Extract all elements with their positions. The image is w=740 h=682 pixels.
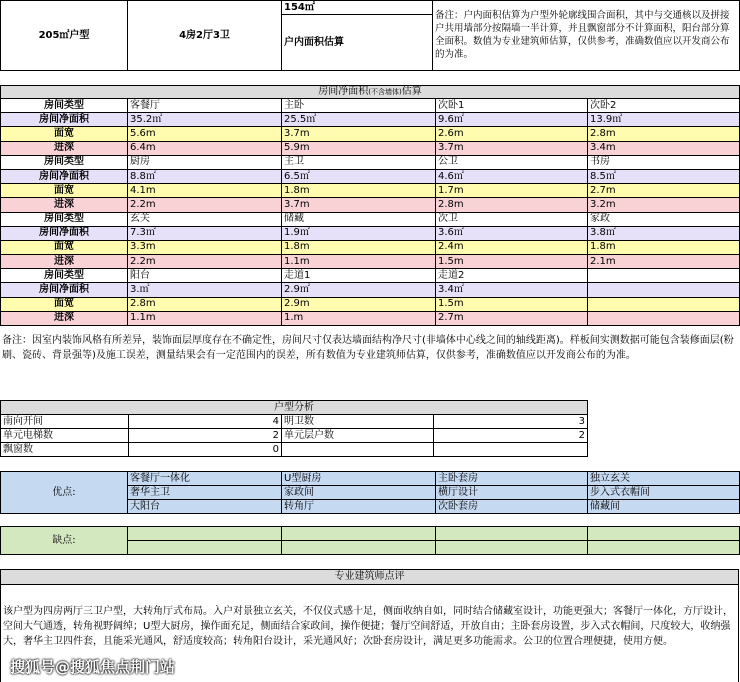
room-cell: 2.8m <box>436 198 588 212</box>
room-cell: 1.5m <box>436 297 588 311</box>
room-cell: 8.8㎡ <box>128 169 282 183</box>
room-cell: 1.1m <box>282 255 436 269</box>
pros-item: 储藏间 <box>588 500 740 514</box>
room-cell: 3.4㎡ <box>436 283 588 297</box>
room-cell: 主卫 <box>282 155 436 169</box>
analysis-label: 南向开间 <box>1 415 129 429</box>
room-cell: 5.9m <box>282 141 436 155</box>
room-cell: 家政 <box>588 212 740 226</box>
room-cell: 1.5m <box>436 255 588 269</box>
room-cell: 13.9㎡ <box>588 113 740 127</box>
room-row-label: 房间类型 <box>1 269 128 283</box>
room-cell: 2.1m <box>588 255 740 269</box>
room-cell: 4.6㎡ <box>436 169 588 183</box>
room-cell: 3.7m <box>282 198 436 212</box>
room-cell: 7.3㎡ <box>128 226 282 240</box>
room-cell: 1.7m <box>436 184 588 198</box>
room-row-label: 房间净面积 <box>1 226 128 240</box>
room-cell: 2.2m <box>128 255 282 269</box>
room-cell: 1.m <box>282 311 436 325</box>
pros-item: 独立玄关 <box>588 472 740 486</box>
room-cell <box>588 311 740 325</box>
pros-item: 家政间 <box>282 486 436 500</box>
room-row-label: 房间净面积 <box>1 283 128 297</box>
analysis-value: 3 <box>434 415 588 429</box>
pros-table <box>0 471 740 514</box>
rooms-note: 备注：因室内装饰风格有所差异，装饰面层厚度存在不确定性，房间尺寸仅表达墙面结构净尺寸(非墙体中心线之间的轴线距离)。样板间实测数据可能包含装修面层(粉刷、瓷砖、背景强等)及施工误差，测量结果会有一定范围内的误差，所有数值为专业建筑师估算，仅供参考，准确数值应以开发商公布的为准。 <box>2 335 734 361</box>
room-cell: 玄关 <box>128 212 282 226</box>
room-cell: 2.6m <box>436 127 588 141</box>
room-cell <box>588 283 740 297</box>
room-cell: 书房 <box>588 155 740 169</box>
room-cell: 1.9㎡ <box>282 226 436 240</box>
area-cell: 205㎡户型 <box>1 1 128 71</box>
room-cell: 3.7m <box>436 141 588 155</box>
room-cell: 次卧1 <box>436 99 588 113</box>
room-cell: 25.5㎡ <box>282 113 436 127</box>
room-row-label: 进深 <box>1 141 128 155</box>
room-row-label: 面宽 <box>1 184 128 198</box>
room-cell: 阳台 <box>128 269 282 283</box>
pros-item: 横厅设计 <box>436 486 588 500</box>
room-cell: 1.1m <box>128 311 282 325</box>
room-row-label: 房间净面积 <box>1 113 128 127</box>
inner-area-value: 154㎡ <box>282 1 433 15</box>
analysis-value: 0 <box>129 443 282 457</box>
room-cell: 主卧 <box>282 99 436 113</box>
room-cell: 3.6㎡ <box>436 226 588 240</box>
room-row-label: 房间类型 <box>1 212 128 226</box>
analysis-table <box>0 400 588 415</box>
pros-item: 客餐厅一体化 <box>128 472 282 486</box>
analysis-title: 户型分析 <box>1 401 588 415</box>
room-cell: 储藏 <box>282 212 436 226</box>
room-cell: 35.2㎡ <box>128 113 282 127</box>
room-cell: 次卧2 <box>588 99 740 113</box>
review-title: 专业建筑师点评 <box>1 570 739 585</box>
analysis-value: 2 <box>129 429 282 443</box>
room-cell: 6.5㎡ <box>282 169 436 183</box>
room-row-label: 进深 <box>1 311 128 325</box>
room-cell: 2.9㎡ <box>282 283 436 297</box>
analysis-body <box>0 414 588 457</box>
room-cell: 1.8m <box>588 240 740 254</box>
room-cell: 4.1m <box>128 184 282 198</box>
room-cell: 3.4m <box>588 141 740 155</box>
pros-item: 转角厅 <box>282 500 436 514</box>
pros-item: 大阳台 <box>128 500 282 514</box>
room-cell: 2.9m <box>282 297 436 311</box>
room-cell: 2.2m <box>128 198 282 212</box>
room-row-label: 面宽 <box>1 297 128 311</box>
rooms-title: 房间净面积(不含墙体)估算 <box>1 86 740 99</box>
room-cell: 次卫 <box>436 212 588 226</box>
header-table <box>0 0 740 71</box>
room-cell: 走道2 <box>436 269 588 283</box>
room-cell: 9.6㎡ <box>436 113 588 127</box>
room-cell: 5.6m <box>128 127 282 141</box>
room-row-label: 面宽 <box>1 240 128 254</box>
analysis-label: 单元电梯数 <box>1 429 129 443</box>
cons-table <box>0 526 740 555</box>
pros-item: U型厨房 <box>282 472 436 486</box>
pros-item: 奢华主卫 <box>128 486 282 500</box>
room-row-label: 面宽 <box>1 127 128 141</box>
room-row-label: 房间净面积 <box>1 169 128 183</box>
pros-item: 主卧套房 <box>436 472 588 486</box>
inner-area-label: 户内面积估算 <box>282 15 433 71</box>
pros-item: 步入式衣帽间 <box>588 486 740 500</box>
room-row-label: 房间类型 <box>1 99 128 113</box>
room-cell: 2.7m <box>588 184 740 198</box>
room-row-label: 房间类型 <box>1 155 128 169</box>
room-cell: 3.7m <box>282 127 436 141</box>
analysis-label <box>282 443 434 457</box>
room-cell <box>588 269 740 283</box>
room-cell: 2.8m <box>588 127 740 141</box>
room-cell: 2.4m <box>436 240 588 254</box>
room-cell: 公卫 <box>436 155 588 169</box>
review-text: 该户型为四房两厅三卫户型，大转角厅式布局。入户对景独立玄关，不仅仪式感十足，侧面收纳自如，同时结合储藏室设计，功能更强大；客餐厅一体化，方厅设计，空间大气通透，转角视野阔绰；U型大厨房，操作面充足，侧面结合家政间，操作便捷；餐厅空间舒适，开放自由；主卧套房设置，步入式衣帽间，尺度较大，收纳强大，奢华主卫四件套，且能采光通风，舒适度较高；转角阳台设计，采光通风好；次卧套房设计，满足更多功能需求。公卫的位置合理便捷，使用方便。 <box>1 585 739 682</box>
room-cell: 1.8m <box>282 240 436 254</box>
rooms-table <box>0 85 740 326</box>
watermark: 搜狐号@搜狐焦点荆门站 <box>10 658 176 676</box>
room-row-label: 进深 <box>1 255 128 269</box>
room-cell: 2.7m <box>436 311 588 325</box>
room-row-label: 进深 <box>1 198 128 212</box>
room-cell <box>588 297 740 311</box>
analysis-label: 单元层户数 <box>282 429 434 443</box>
room-cell: 1.8m <box>282 184 436 198</box>
room-cell: 3.8㎡ <box>588 226 740 240</box>
room-cell: 3.2m <box>588 198 740 212</box>
analysis-label: 明卫数 <box>282 415 434 429</box>
room-cell: 走道1 <box>282 269 436 283</box>
room-cell: 3.㎡ <box>128 283 282 297</box>
analysis-label: 飘窗数 <box>1 443 129 457</box>
analysis-value: 4 <box>129 415 282 429</box>
room-cell: 6.4m <box>128 141 282 155</box>
header-note: 备注：户内面积估算为户型外轮廓线围合面积，其中与交通核以及拼接户共用墙部分按隔墙一半计算，并且飘窗部分不计算面积，阳台部分算全面积。数值为专业建筑师估算，仅供参考，准确数值应以开发商公布的为准。 <box>433 1 740 71</box>
room-cell: 客餐厅 <box>128 99 282 113</box>
cons-label: 缺点: <box>1 527 128 555</box>
layout-cell: 4房2厅3卫 <box>128 1 282 71</box>
room-cell: 3.3m <box>128 240 282 254</box>
analysis-value <box>434 443 588 457</box>
analysis-value: 2 <box>434 429 588 443</box>
pros-label: 优点: <box>1 472 128 514</box>
room-cell: 厨房 <box>128 155 282 169</box>
room-cell: 8.5㎡ <box>588 169 740 183</box>
room-cell: 2.8m <box>128 297 282 311</box>
pros-item: 次卧套房 <box>436 500 588 514</box>
